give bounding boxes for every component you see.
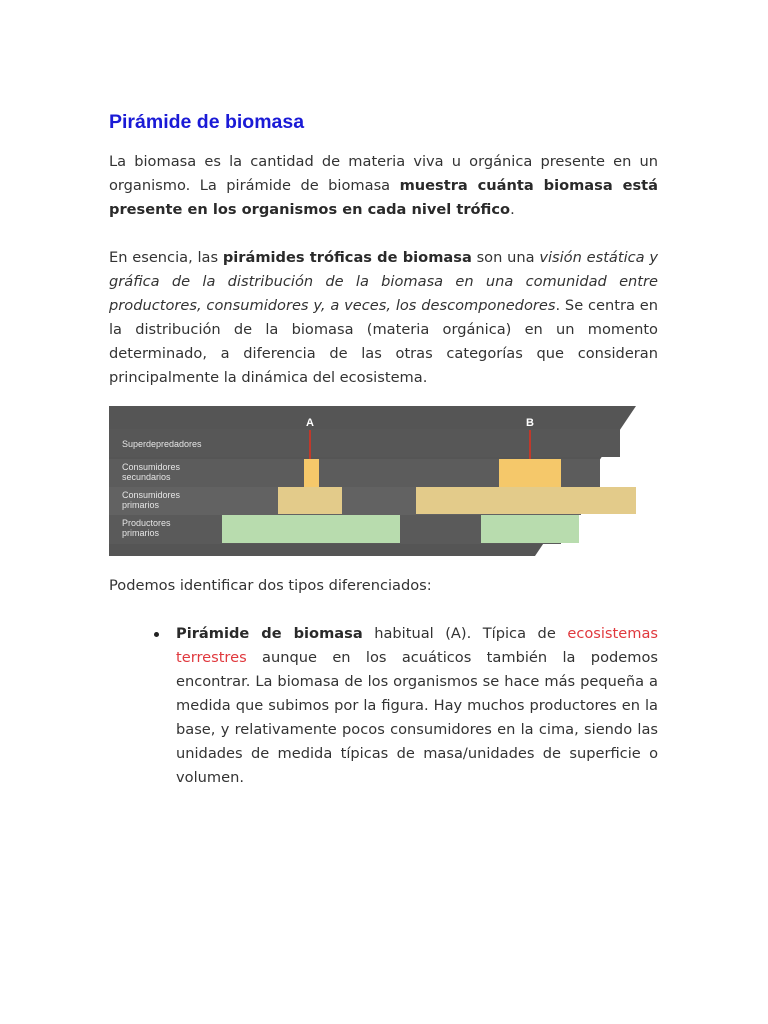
essence-text-3: . Se centra en la distribución de la biomasa (materia orgánica) en un momento determinado, a diferencia de las otras categorías que consideran principalmente la dinámica del ecosistema. [109,297,658,386]
page-title: Pirámide de biomasa [109,111,305,133]
pyramid-a-secondary [304,459,319,487]
bullet-icon [154,632,159,637]
pyramid-a-primary [278,487,342,514]
intro-text: La biomasa es la cantidad de materia viva u orgánica presente en un organismo. La pirámide de biomasa [109,153,658,194]
essence-paragraph [109,246,658,390]
pyramid-b-primary [416,487,636,514]
pyramid-b-producers [481,515,579,543]
ecosistemas-terrestres-link[interactable]: ecosistemas terrestres [176,625,658,666]
types-intro-paragraph: Podemos identificar dos tipos diferenciados: [109,577,432,594]
pyramid-a-apex [309,430,311,459]
label-superdepredadores: Superdepredadores [122,439,202,449]
list-item-text-1: habitual (A). Típica de [362,625,568,642]
intro-end: . [510,201,515,218]
pyramid-b-label: B [526,417,534,429]
intro-bold-text: muestra cuánta biomasa está presente en los organismos en cada nivel trófico [109,177,658,218]
pyramid-b-secondary [499,459,561,487]
list-item [176,622,658,790]
list-item-bold: Pirámide de biomasa [176,625,363,642]
essence-text-2: son una [471,249,540,266]
label-productores: Productores primarios [122,518,171,538]
intro-paragraph [109,150,658,222]
pyramid-a-producers [222,515,400,543]
essence-bold-text: pirámides tróficas de biomasa [222,249,472,266]
biomass-pyramid-figure [109,406,636,556]
list-item-text [176,622,658,790]
label-secundarios: Consumidores secundarios [122,462,181,482]
biomass-pyramid-diagram [109,406,636,556]
pyramid-b-apex [529,430,531,459]
pyramid-a-label: A [306,417,314,429]
essence-italic-text: visión estática y gráfica de la distribución de la biomasa en una comunidad entre productores, consumidores y, a veces, los descomponedores [109,249,659,314]
list-item-text-2: aunque en los acuáticos también la podemos encontrar. La biomasa de los organismos se hace más pequeña a medida que subimos por la figura. Hay muchos productores en la base, y relativamente pocos consumidores en la cima, siendo las unidades de medida típicas de masa/unidades de superficie o volumen. [176,649,658,786]
label-primarios: Consumidores primarios [122,490,181,510]
essence-text-1: En esencia, las [109,249,223,266]
